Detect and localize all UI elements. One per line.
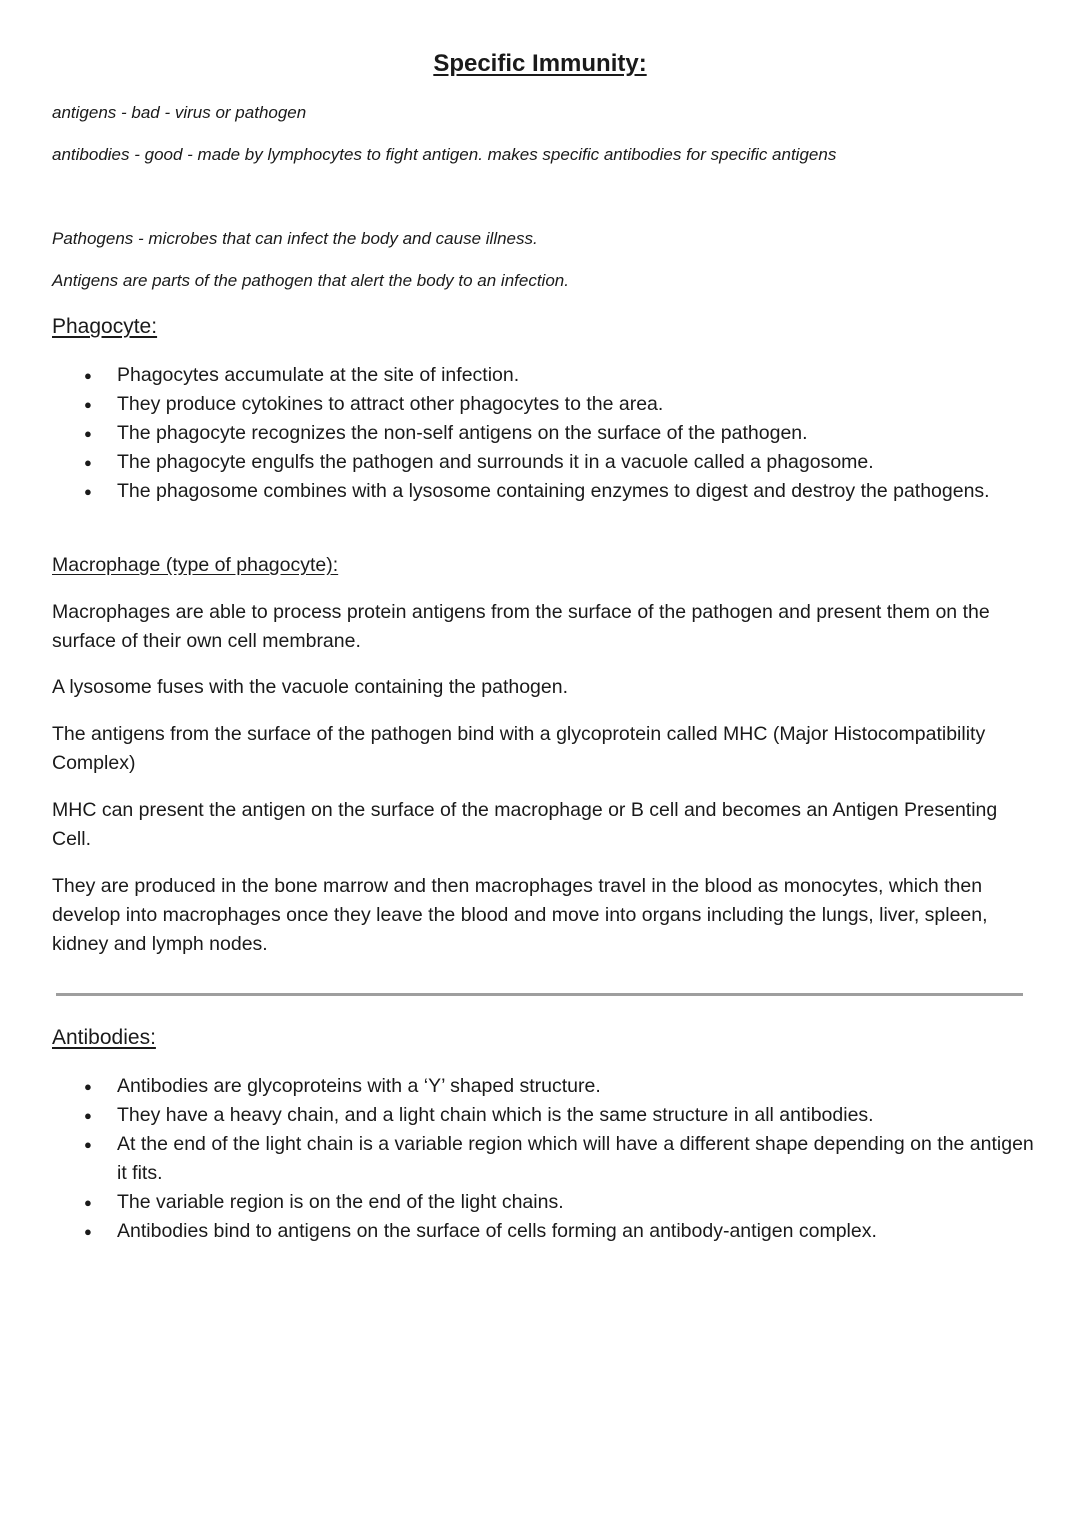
- note-antigen-definition: Antigens are parts of the pathogen that alert the body to an infection.: [52, 271, 569, 290]
- list-item: ● They have a heavy chain, and a light chain which is the same structure in all antibodies.: [82, 1101, 1042, 1130]
- list-item: ● Antibodies bind to antigens on the surface of cells forming an antibody-antigen complex.: [82, 1217, 1042, 1246]
- macrophage-heading: Macrophage (type of phagocyte):: [52, 554, 339, 576]
- macrophage-paragraph: MHC can present the antigen on the surface of the macrophage or B cell and becomes an Antigen Presenting Cell.: [52, 799, 998, 850]
- note-antigens: antigens - bad - virus or pathogen: [52, 103, 307, 122]
- page-title: Specific Immunity:: [433, 50, 647, 77]
- list-item: ● They produce cytokines to attract other phagocytes to the area.: [82, 390, 1042, 419]
- note-pathogens: Pathogens - microbes that can infect the body and cause illness.: [52, 229, 538, 248]
- antibodies-list: [82, 1072, 1042, 1246]
- list-item: ● The variable region is on the end of the light chains.: [82, 1188, 1042, 1217]
- note-antibodies: antibodies - good - made by lymphocytes to fight antigen. makes specific antibodies for specific antigens: [52, 145, 837, 164]
- list-item: ● The phagocyte engulfs the pathogen and surrounds it in a vacuole called a phagosome.: [82, 448, 1042, 477]
- antibodies-heading: Antibodies:: [52, 1026, 156, 1049]
- section-divider: [56, 993, 1023, 996]
- macrophage-paragraph: Macrophages are able to process protein antigens from the surface of the pathogen and present them on the surface of their own cell membrane.: [52, 601, 990, 652]
- list-item: ● Phagocytes accumulate at the site of infection.: [82, 361, 1042, 390]
- macrophage-paragraph: A lysosome fuses with the vacuole containing the pathogen.: [52, 676, 568, 698]
- macrophage-paragraph: They are produced in the bone marrow and then macrophages travel in the blood as monocytes, which then develop into macrophages once they leave the blood and move into organs including the lungs, liver, spleen, kidney and lymph nodes.: [52, 875, 988, 955]
- list-item: ● The phagosome combines with a lysosome containing enzymes to digest and destroy the pathogens.: [82, 477, 1042, 506]
- macrophage-paragraph: The antigens from the surface of the pathogen bind with a glycoprotein called MHC (Major Histocompatibility Complex): [52, 723, 986, 774]
- list-item: ● Antibodies are glycoproteins with a ‘Y’ shaped structure.: [82, 1072, 1042, 1101]
- phagocyte-list: [82, 361, 1042, 506]
- list-item: ● The phagocyte recognizes the non-self antigens on the surface of the pathogen.: [82, 419, 1042, 448]
- list-item: ● At the end of the light chain is a variable region which will have a different shape depending on the antigen it fits.: [82, 1130, 1042, 1188]
- phagocyte-heading: Phagocyte:: [52, 315, 158, 338]
